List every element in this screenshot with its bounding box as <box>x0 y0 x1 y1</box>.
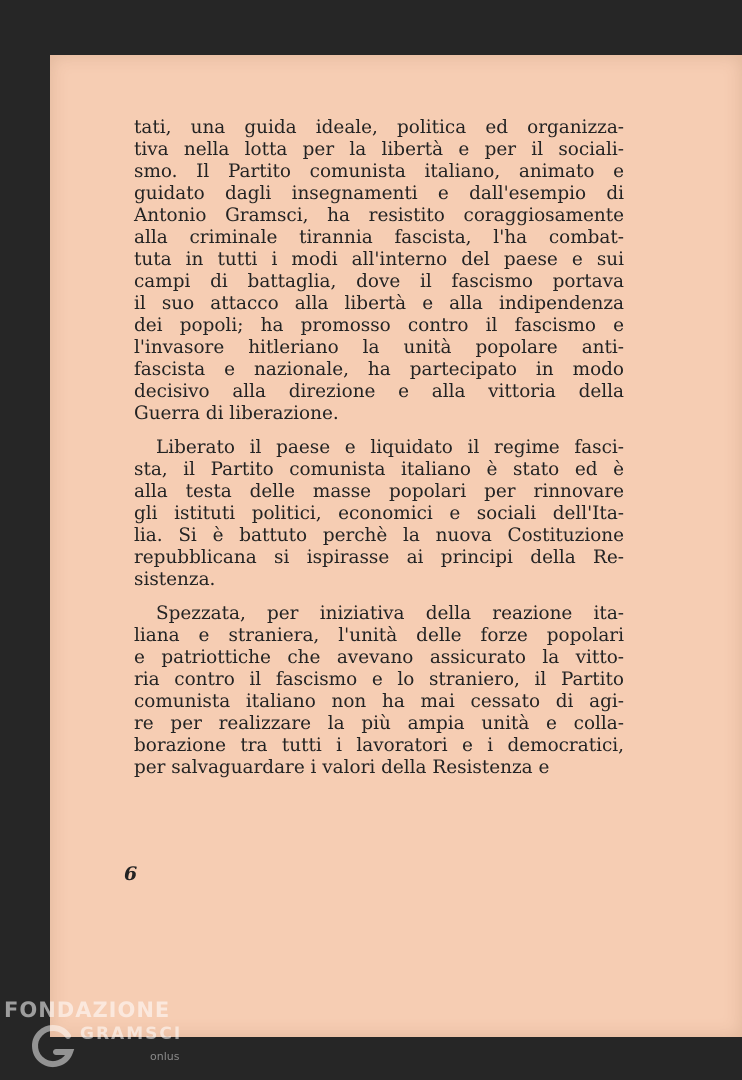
text-line: guidato dagli insegnamenti e dall'esempio di <box>134 183 624 204</box>
text-line: re per realizzare la più ampia unità e colla- <box>134 713 624 734</box>
text-line: il suo attacco alla libertà e alla indipendenza <box>134 293 624 314</box>
text-line: Guerra di liberazione. <box>134 403 339 424</box>
text-line: ria contro il fascismo e lo straniero, il Partito <box>134 669 624 690</box>
text-line: comunista italiano non ha mai cessato di agi- <box>134 691 624 712</box>
text-line: sta, il Partito comunista italiano è stato ed è <box>134 459 624 480</box>
paragraph <box>134 117 624 425</box>
paragraph <box>134 603 624 779</box>
page-number: 6 <box>124 863 138 885</box>
text-line: alla testa delle masse popolari per rinnovare <box>134 481 624 502</box>
text-line: tuta in tutti i modi all'interno del paese e sui <box>134 249 624 270</box>
book-page <box>50 55 742 1037</box>
text-line: lia. Si è battuto perchè la nuova Costituzione <box>134 525 624 546</box>
text-line: liana e straniera, l'unità delle forze popolari <box>134 625 624 646</box>
paragraph <box>134 437 624 591</box>
watermark-line-3: onlus <box>150 1050 180 1063</box>
text-line: l'invasore hitleriano la unità popolare anti- <box>134 337 624 358</box>
text-line: e patriottiche che avevano assicurato la vitto- <box>134 647 624 668</box>
body-text <box>134 117 624 791</box>
text-line: tati, una guida ideale, politica ed organizza- <box>134 117 624 138</box>
text-line: dei popoli; ha promosso contro il fascismo e <box>134 315 624 336</box>
text-line: alla criminale tirannia fascista, l'ha combat- <box>134 227 624 248</box>
text-line: gli istituti politici, economici e sociali dell'Ita- <box>134 503 624 524</box>
text-line: campi di battaglia, dove il fascismo portava <box>134 271 624 292</box>
watermark-line-2: GRAMSCI <box>80 1024 183 1044</box>
text-line: smo. Il Partito comunista italiano, animato e <box>134 161 624 182</box>
text-line: Antonio Gramsci, ha resistito coraggiosamente <box>134 205 624 226</box>
text-line: fascista e nazionale, ha partecipato in modo <box>134 359 624 380</box>
fondazione-gramsci-watermark <box>4 998 204 1080</box>
text-line: sistenza. <box>134 569 216 590</box>
text-line: borazione tra tutti i lavoratori e i democratici, <box>134 735 624 756</box>
text-line: decisivo alla direzione e alla vittoria della <box>134 381 624 402</box>
watermark-line-1: FONDAZIONE <box>4 998 171 1022</box>
text-line: Spezzata, per iniziativa della reazione ita- <box>156 603 624 624</box>
text-line: tiva nella lotta per la libertà e per il sociali- <box>134 139 624 160</box>
gramsci-logo-icon <box>30 1024 76 1070</box>
text-line: Liberato il paese e liquidato il regime fasci- <box>156 437 624 458</box>
text-line: repubblicana si ispirasse ai principi della Re- <box>134 547 624 568</box>
text-line: per salvaguardare i valori della Resistenza e <box>134 757 550 778</box>
